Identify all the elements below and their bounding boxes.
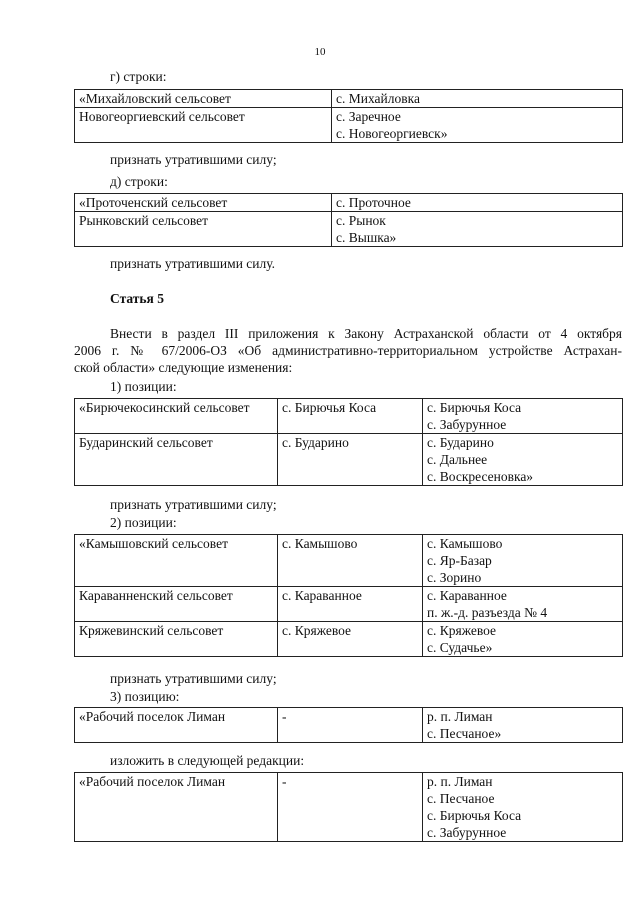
article-heading: Статья 5 (110, 291, 164, 306)
cell-center: - (278, 773, 423, 842)
cell-center: - (278, 708, 423, 743)
pos3-after: изложить в следующей редакции: (110, 753, 305, 768)
section-g-after: признать утратившими силу; (110, 152, 277, 167)
cell-settlements: р. п. Лиман с. Песчаное» (423, 708, 623, 743)
table-row (75, 399, 623, 434)
table-row (75, 587, 623, 622)
table-row (75, 708, 623, 743)
pos1-label: 1) позиции: (110, 379, 177, 394)
section-d-after: признать утратившими силу. (110, 256, 276, 271)
intro-line: 2006 г. № 67/2006-ОЗ «Об административно-территориальном устройстве Астрахан- (74, 343, 622, 358)
section-g-label: г) строки: (110, 69, 167, 84)
cell-name: «Камышовский сельсовет (75, 535, 278, 587)
cell-center: с. Бударино (278, 434, 423, 486)
table-row (75, 622, 623, 657)
cell-settlements: с. Заречное с. Новогеоргиевск» (332, 108, 623, 143)
pos2-label: 2) позиции: (110, 515, 177, 530)
cell-name: Караванненский сельсовет (75, 587, 278, 622)
pos3-table (74, 707, 623, 743)
cell-center: с. Камышово (278, 535, 423, 587)
table-row (75, 108, 623, 143)
cell-settlements: с. Кряжевое с. Судачье» (423, 622, 623, 657)
section-d-table (74, 193, 623, 247)
cell-settlements: с. Караванное п. ж.-д. разъезда № 4 (423, 587, 623, 622)
cell-settlements: с. Бирючья Коса с. Забурунное (423, 399, 623, 434)
cell-name: «Проточенский сельсовет (75, 194, 332, 212)
table-row (75, 434, 623, 486)
table-row (75, 773, 623, 842)
cell-name: «Рабочий поселок Лиман (75, 708, 278, 743)
pos2-table (74, 534, 623, 657)
cell-settlements: с. Рынок с. Вышка» (332, 212, 623, 247)
cell-settlements: с. Камышово с. Яр-Базар с. Зорино (423, 535, 623, 587)
table-row (75, 90, 623, 108)
cell-settlements: с. Михайловка (332, 90, 623, 108)
cell-name: Бударинский сельсовет (75, 434, 278, 486)
cell-name: Рынковский сельсовет (75, 212, 332, 247)
cell-settlements: с. Бударино с. Дальнее с. Воскресеновка» (423, 434, 623, 486)
cell-name: «Бирючекосинский сельсовет (75, 399, 278, 434)
article-intro (74, 325, 622, 376)
page-number: 10 (314, 46, 326, 58)
cell-center: с. Кряжевое (278, 622, 423, 657)
table-row (75, 194, 623, 212)
pos3-new-table (74, 772, 623, 842)
table-row (75, 212, 623, 247)
cell-settlements: р. п. Лиман с. Песчаное с. Бирючья Коса с. Забурунное (423, 773, 623, 842)
table-row (75, 535, 623, 587)
intro-line: Внести в раздел III приложения к Закону Астраханской области от 4 октября (110, 326, 622, 341)
cell-center: с. Бирючья Коса (278, 399, 423, 434)
pos3-label: 3) позицию: (110, 689, 180, 704)
section-g-table (74, 89, 623, 143)
cell-name: Новогеоргиевский сельсовет (75, 108, 332, 143)
cell-name: «Рабочий поселок Лиман (75, 773, 278, 842)
cell-name: «Михайловский сельсовет (75, 90, 332, 108)
cell-name: Кряжевинский сельсовет (75, 622, 278, 657)
section-d-label: д) строки: (110, 174, 168, 189)
pos1-table (74, 398, 623, 486)
intro-line: ской области» следующие изменения: (74, 360, 293, 375)
pos1-after: признать утратившими силу; (110, 497, 277, 512)
pos2-after: признать утратившими силу; (110, 671, 277, 686)
cell-center: с. Караванное (278, 587, 423, 622)
cell-settlements: с. Проточное (332, 194, 623, 212)
